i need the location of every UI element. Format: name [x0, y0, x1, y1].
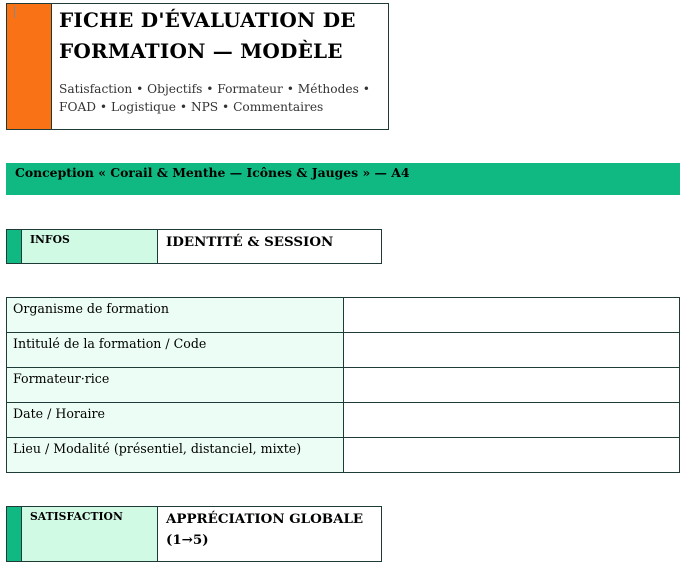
field-label: Date / Horaire: [7, 403, 344, 438]
field-value-input[interactable]: [344, 298, 680, 333]
field-label: Organisme de formation: [7, 298, 344, 333]
identity-table: [6, 297, 680, 473]
table-row: [7, 403, 680, 438]
field-label: Formateur·rice: [7, 368, 344, 403]
table-row: [7, 438, 680, 473]
table-row: [7, 368, 680, 403]
table-row: [7, 298, 680, 333]
document-subtitle: Satisfaction • Objectifs • Formateur • Méthodes • FOAD • Logistique • NPS • Commentaires: [59, 82, 370, 114]
field-value-input[interactable]: [344, 368, 680, 403]
design-banner-text: Conception « Corail & Menthe — Icônes & Jauges » — A4: [15, 165, 410, 180]
table-row: [7, 333, 680, 368]
field-value-input[interactable]: [344, 333, 680, 368]
header-accent-bar: [7, 4, 52, 129]
text-cursor-icon: [14, 6, 15, 18]
document-title: FICHE D'ÉVALUATION DE FORMATION — MODÈLE: [59, 8, 356, 63]
field-value-input[interactable]: [344, 403, 680, 438]
field-label: Lieu / Modalité (présentiel, distanciel, mixte): [7, 438, 344, 473]
field-label: Intitulé de la formation / Code: [7, 333, 344, 368]
section-tag: SATISFACTION: [22, 507, 158, 561]
section-accent-bar: [7, 507, 22, 561]
section-title: APPRÉCIATION GLOBALE (1→5): [166, 511, 364, 548]
section-title: IDENTITÉ & SESSION: [166, 234, 334, 250]
section-accent-bar: [7, 230, 22, 263]
field-value-input[interactable]: [344, 438, 680, 473]
section-tag: INFOS: [22, 230, 158, 263]
